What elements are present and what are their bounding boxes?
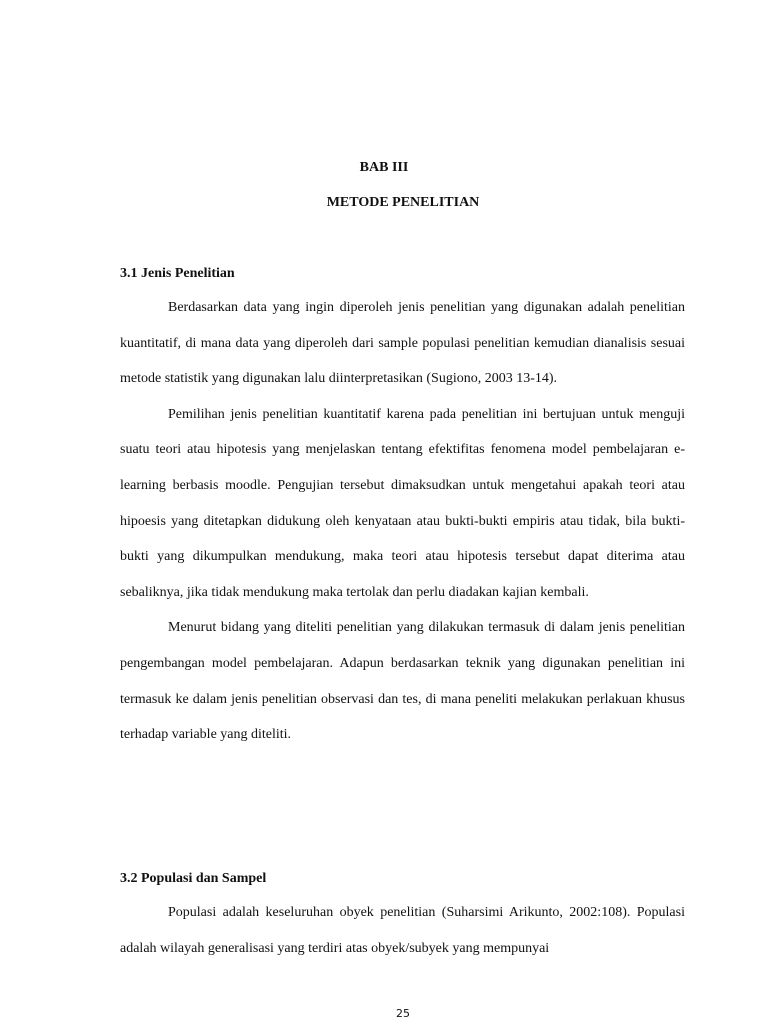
paragraph: Berdasarkan data yang ingin diperoleh jenis penelitian yang digunakan adalah penelitian kuantitatif, di mana data yang diperoleh dari sample populasi penelitian kemudian dianalisis sesuai metode statistik yang digunakan lalu diinterpretasikan (Sugiono, 2003 13-14). [120, 300, 685, 387]
chapter-title: METODE PENELITIAN [326, 195, 480, 210]
section-heading-jenis-penelitian: 3.1 Jenis Penelitian [120, 266, 235, 281]
page-number: 25 [396, 1007, 410, 1020]
paragraph: Pemilihan jenis penelitian kuantitatif karena pada penelitian ini bertujuan untuk menguji suatu teori atau hipotesis yang menjelaskan tentang efektifitas fenomena model pembelajaran e-learning berbasis moodle. Pengujian tersebut dimaksudkan untuk mengetahui apakah teori atau hipoesis yang ditetapkan didukung oleh kenyataan atau bukti-bukti empiris atau tidak, bila bukti-bukti yang dikumpulkan mendukung, maka teori atau hipotesis tersebut dapat diterima atau sebaliknya, jika tidak mendukung maka tertolak dan perlu diadakan kajian kembali. [120, 406, 685, 600]
paragraph: Populasi adalah keseluruhan obyek penelitian (Suharsimi Arikunto, 2002:108). Populasi adalah wilayah generalisasi yang terdiri atas obyek/subyek yang mempunyai [120, 905, 685, 956]
section-body-populasi-dan-sampel [120, 895, 685, 966]
chapter-label: BAB III [359, 160, 409, 175]
section-heading-populasi-dan-sampel: 3.2 Populasi dan Sampel [120, 871, 267, 886]
paragraph: Menurut bidang yang diteliti penelitian yang dilakukan termasuk di dalam jenis penelitian pengembangan model pembelajaran. Adapun berdasarkan teknik yang digunakan penelitian ini termasuk ke dalam jenis penelitian observasi dan tes, di mana peneliti melakukan perlakuan khusus terhadap variable yang diteliti. [120, 620, 685, 743]
section-body-jenis-penelitian [120, 290, 685, 753]
